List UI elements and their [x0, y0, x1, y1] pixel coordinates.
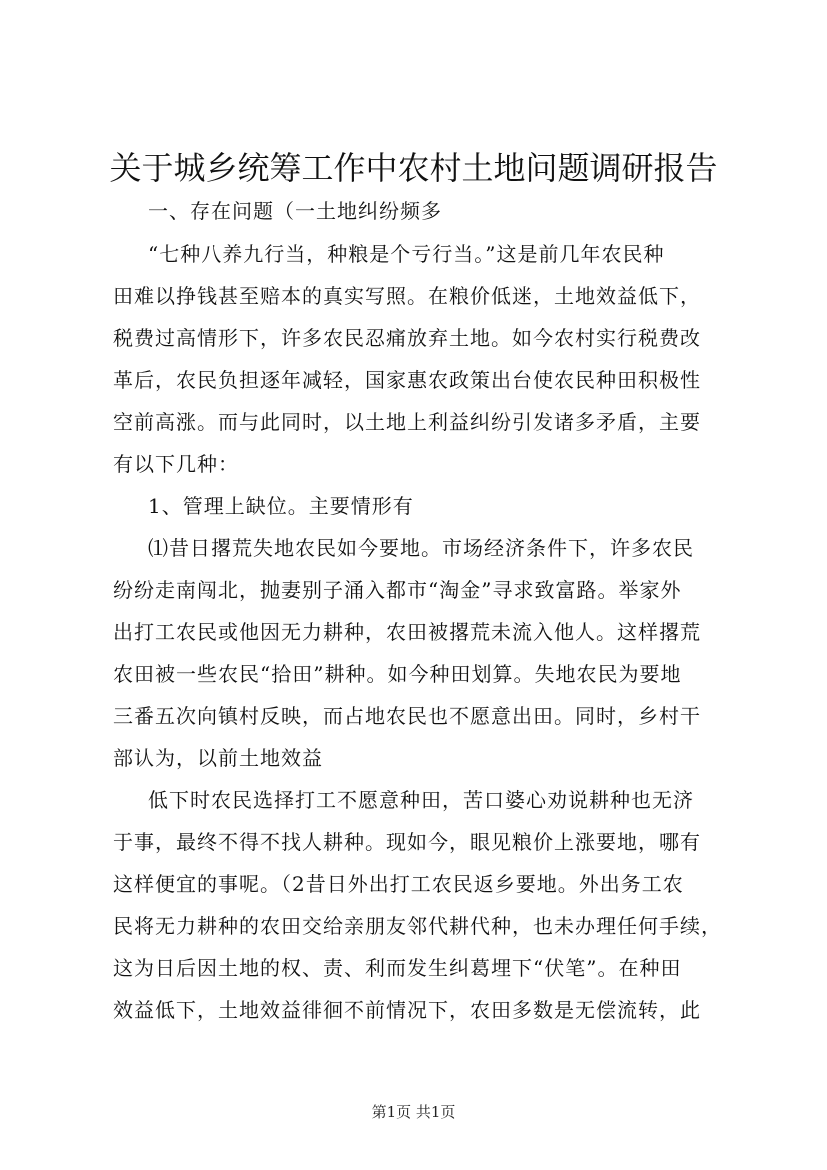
paragraph-line: 三番五次向镇村反映，而占地农民也不愿意出田。同时，乡村干: [113, 704, 701, 728]
paragraph-line: “七种八养九行当，种粮是个亏行当。”这是前几年农民种: [148, 242, 665, 266]
paragraph-line: 部认为，以前土地效益: [113, 746, 323, 770]
document-title: 关于城乡统筹工作中农村土地问题调研报告: [109, 149, 718, 187]
paragraph-line: 有以下几种：: [113, 452, 239, 476]
paragraph-line: 效益低下，土地效益徘徊不前情况下，农田多数是无偿流转，此: [113, 998, 701, 1022]
section-heading: 一、存在问题（一土地纠纷频多: [148, 199, 442, 223]
paragraph-line: 这为日后因土地的权、责、利而发生纠葛埋下“伏笔”。在种田: [113, 956, 682, 980]
paragraph-line: 税费过高情形下，许多农民忍痛放弃土地。如今农村实行税费改: [113, 326, 701, 350]
subsection-heading: 1、管理上缺位。主要情形有: [148, 494, 414, 518]
paragraph-line: 空前高涨。而与此同时，以土地上利益纠纷引发诸多矛盾，主要: [113, 410, 701, 434]
paragraph-line: 革后，农民负担逐年减轻，国家惠农政策出台使农民种田积极性: [113, 368, 701, 392]
paragraph-line: 纷纷走南闯北，抛妻别子涌入都市“淘金”寻求致富路。举家外: [113, 578, 682, 602]
page-footer: 第1页 共1页: [371, 1103, 456, 1121]
paragraph-line: ⑴昔日撂荒失地农民如今要地。市场经济条件下，许多农民: [148, 536, 694, 560]
paragraph-line: 这样便宜的事呢。（2昔日外出打工农民返乡要地。外出务工农: [113, 872, 684, 896]
paragraph-line: 农田被一些农民“拾田”耕种。如今种田划算。失地农民为要地: [113, 662, 682, 686]
paragraph-line: 民将无力耕种的农田交给亲朋友邻代耕代种，也未办理任何手续，: [113, 914, 722, 938]
paragraph-line: 田难以挣钱甚至赔本的真实写照。在粮价低迷，土地效益低下，: [113, 284, 701, 308]
paragraph-line: 于事，最终不得不找人耕种。现如今，眼见粮价上涨要地，哪有: [113, 830, 701, 854]
paragraph-line: 出打工农民或他因无力耕种，农田被撂荒未流入他人。这样撂荒: [113, 620, 701, 644]
paragraph-line: 低下时农民选择打工不愿意种田，苦口婆心劝说耕种也无济: [148, 788, 694, 812]
